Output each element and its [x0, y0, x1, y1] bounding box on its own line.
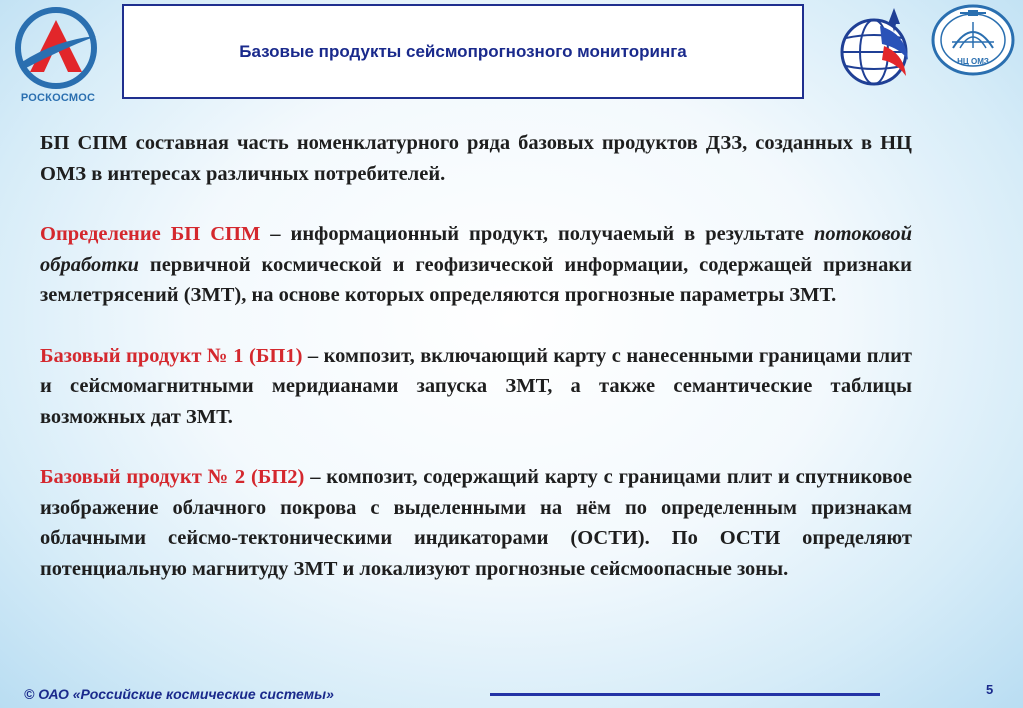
nc-omz-logo-icon — [928, 2, 1018, 80]
paragraph-bp1 — [40, 341, 912, 433]
bp1-term: Базовый продукт № 1 (БП1) — [40, 344, 303, 367]
nc-omz-caption: НЦ ОМЗ — [957, 57, 989, 66]
roscosmos-logo-icon — [8, 6, 108, 92]
footer-copyright: © ОАО «Российские космические системы» — [24, 686, 334, 702]
nc-omz-logo — [928, 2, 1018, 80]
definition-text-a: – информационный продукт, получаемый в результате — [260, 223, 814, 245]
globe-satellite-logo-icon — [834, 4, 922, 92]
bp2-term: Базовый продукт № 2 (БП2) — [40, 466, 305, 488]
paragraph-bp2 — [40, 462, 912, 584]
definition-italic: потоковой обработки — [40, 223, 912, 276]
definition-text-b: первичной космической и геофизической информации, содержащей признаки землетрясений (ЗМТ), на основе которых определяются прогнозные параметры ЗМТ. — [40, 253, 912, 306]
bp1-text: – композит, включающий карту с нанесенными границами плит и сейсмомагнитными меридианами запуска ЗМТ, а также семантические таблицы возможных дат ЗМТ. — [40, 344, 912, 428]
footer-divider — [490, 693, 880, 696]
title-box — [122, 4, 804, 99]
bp2-text: – композит, содержащий карту с границами плит и спутниковое изображение облачного покрова с выделенными на нём по определенным признакам облачными сейсмо-тектоническими индикаторами (ОСТИ). По ОСТИ определяют потенциальную магнитуду ЗМТ и локализуют прогнозные сейсмоопасные зоны. — [40, 466, 912, 580]
logo-caption: РОСКОСМОС — [20, 92, 96, 104]
page-title: Базовые продукты сейсмопрогнозного мониторинга — [239, 41, 687, 61]
definition-term: Определение БП СПМ — [40, 223, 261, 245]
page-number: 5 — [986, 682, 994, 697]
globe-logo — [834, 4, 922, 92]
main-content — [40, 128, 912, 614]
paragraph-intro: БП СПМ составная часть номенклатурного ряда базовых продуктов ДЗЗ, созданных в НЦ ОМЗ в интересах различных потребителей. — [40, 132, 912, 185]
paragraph-definition — [40, 219, 912, 311]
roscosmos-logo — [8, 6, 108, 106]
